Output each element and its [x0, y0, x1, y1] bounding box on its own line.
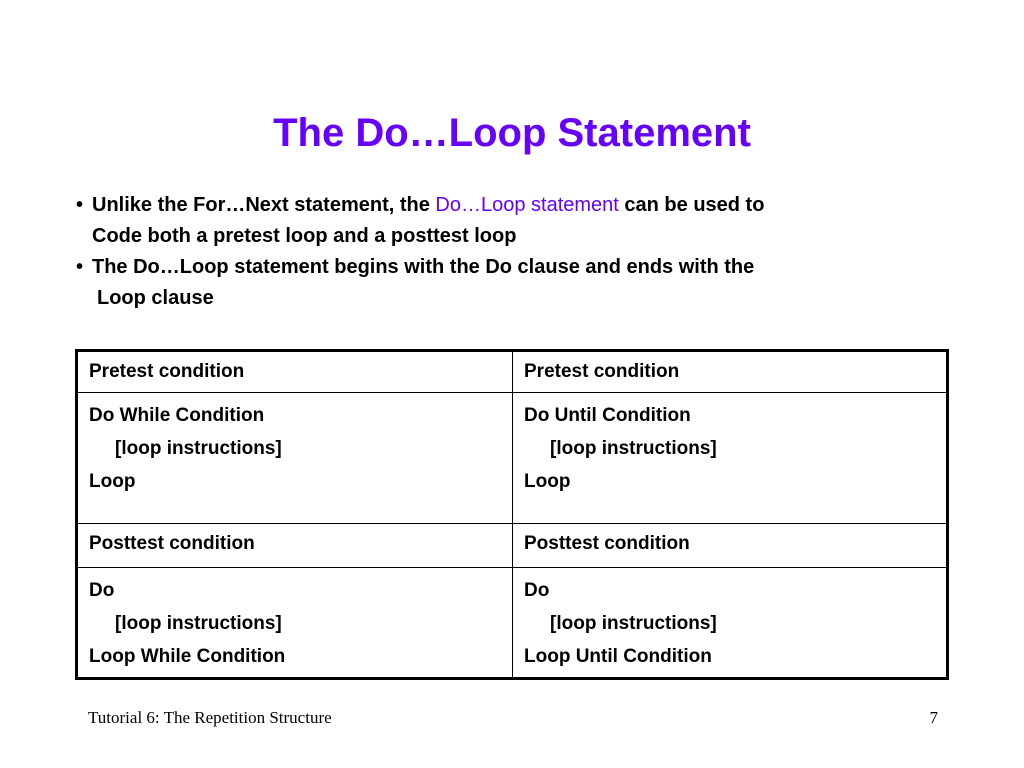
cell-text: Do Until Condition [524, 405, 691, 426]
cell-text: Do [524, 580, 550, 601]
cell-text: [loop instructions] [550, 613, 717, 634]
table-row-posttest-code [77, 568, 948, 679]
table-row-pretest-code [77, 393, 948, 524]
bullet-2-continuation: Loop clause [97, 287, 214, 309]
cell-text: [loop instructions] [550, 438, 717, 459]
loop-syntax-table [75, 349, 949, 680]
bullet-list [76, 190, 996, 314]
bullet-1-text-before: Unlike the For…Next statement, the [92, 194, 436, 216]
table-cell [77, 393, 513, 524]
cell-text: Posttest condition [524, 533, 690, 554]
slide-title: The Do…Loop Statement [273, 111, 751, 155]
table-cell [513, 568, 948, 679]
bullet-item-1 [76, 190, 996, 221]
table-row-posttest-header [77, 524, 948, 568]
page-number: 7 [929, 708, 938, 727]
bullet-1-highlight: Do…Loop statement [435, 194, 619, 216]
footer-caption: Tutorial 6: The Repetition Structure [88, 708, 332, 727]
cell-text: Do [89, 580, 115, 601]
cell-text: Loop While Condition [89, 646, 286, 667]
table-cell [513, 393, 948, 524]
bullet-item-2 [76, 252, 996, 283]
cell-text: Loop [524, 471, 571, 492]
cell-text: Pretest condition [524, 361, 680, 382]
cell-text: Posttest condition [89, 533, 255, 554]
bullet-1-text-after: can be used to [618, 194, 765, 216]
table-cell [77, 351, 513, 393]
bullet-2-text: The Do…Loop statement begins with the Do clause and ends with the [92, 256, 755, 278]
cell-text: Do While Condition [89, 405, 265, 426]
cell-text: [loop instructions] [115, 613, 282, 634]
table-cell [77, 524, 513, 568]
cell-text: Loop [89, 471, 136, 492]
table-cell [513, 524, 948, 568]
bullet-icon: • [76, 256, 84, 278]
cell-text: [loop instructions] [115, 438, 282, 459]
bullet-icon: • [76, 194, 84, 216]
cell-text: Pretest condition [89, 361, 245, 382]
cell-text: Loop Until Condition [524, 646, 712, 667]
table-cell [513, 351, 948, 393]
bullet-1-continuation: Code both a pretest loop and a posttest loop [92, 225, 517, 247]
table-cell [77, 568, 513, 679]
table-row-pretest-header [77, 351, 948, 393]
